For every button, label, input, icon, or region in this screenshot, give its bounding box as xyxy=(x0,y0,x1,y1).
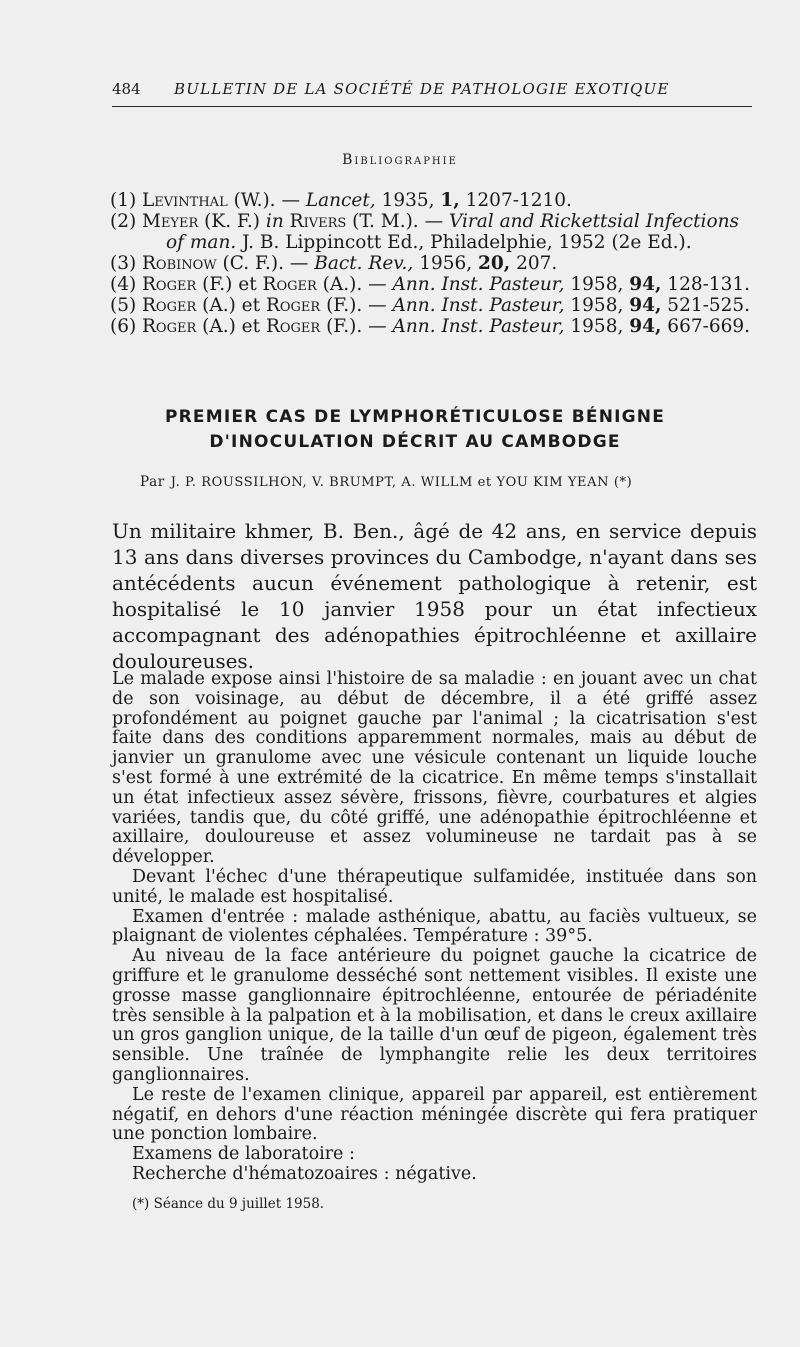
article-title-line: PREMIER CAS DE LYMPHORÉTICULOSE BÉNIGNE xyxy=(164,407,666,427)
reference-number: (3) xyxy=(110,253,137,274)
reference-item xyxy=(110,211,760,253)
reference-journal: Ann. Inst. Pasteur, xyxy=(392,316,565,337)
reference-text: (F.). — xyxy=(320,295,393,316)
reference-author: Rivers xyxy=(289,211,347,232)
reference-in: in xyxy=(265,211,290,232)
reference-author: Roger xyxy=(265,295,321,316)
reference-item xyxy=(110,295,760,316)
reference-text: (W.). — xyxy=(227,190,306,211)
reference-text: J. B. Lippincott Ed., Philadelphie, 1952 (2e Ed.). xyxy=(236,232,692,253)
lead-paragraph: Un militaire khmer, B. Ben., âgé de 42 ans, en service depuis 13 ans dans diverses provinces du Cambodge, n'ayant dans ses antécédents aucun événement pathologique à retenir, est hospitalisé le 10 janvier 1958 pour un état infectieux accompagnant des adénopathies épitrochléenne et axillaire douloureuses. xyxy=(112,519,757,673)
reference-author: Roger xyxy=(265,316,321,337)
reference-item xyxy=(110,190,760,211)
reference-text: (F.). — xyxy=(320,316,393,337)
reference-number: (1) xyxy=(110,190,137,211)
reference-volume: 94, xyxy=(629,274,662,295)
reference-volume: 94, xyxy=(629,316,662,337)
reference-text: (F.) et xyxy=(196,274,263,295)
reference-author: Roger xyxy=(262,274,317,295)
reference-text: (A.). — xyxy=(316,274,393,295)
reference-item xyxy=(110,253,760,274)
reference-book-title: of man. xyxy=(166,232,237,253)
reference-text: (T. M.). — xyxy=(346,211,449,232)
reference-journal: Bact. Rev., xyxy=(314,253,414,274)
reference-author: Levinthal xyxy=(142,190,228,211)
reference-pages: 1207-1210. xyxy=(459,190,572,211)
reference-year: 1958, xyxy=(564,274,630,295)
reference-list xyxy=(110,190,760,337)
footnote: (*) Séance du 9 juillet 1958. xyxy=(132,1196,325,1212)
article-body xyxy=(112,670,757,1185)
body-paragraph: Le reste de l'examen clinique, appareil par appareil, est entièrement négatif, en dehors d'une réaction méningée discrète qui fera pratiquer une ponction lombaire. xyxy=(112,1084,757,1145)
reference-book-title: Viral and Rickettsial Infections xyxy=(448,211,739,232)
reference-journal: Ann. Inst. Pasteur, xyxy=(392,274,565,295)
reference-year: 1958, xyxy=(564,295,630,316)
reference-volume: 94, xyxy=(629,295,662,316)
reference-year: 1956, xyxy=(413,253,479,274)
article-authors xyxy=(140,474,760,490)
reference-item xyxy=(110,316,760,337)
reference-number: (4) xyxy=(110,274,137,295)
reference-pages: 128-131. xyxy=(661,274,751,295)
body-paragraph: Recherche d'hématozoaires : négative. xyxy=(132,1163,477,1184)
bibliography-heading: Bibliographie xyxy=(342,152,458,168)
reference-text: (A.) et xyxy=(196,295,266,316)
reference-author: Meyer xyxy=(142,211,199,232)
running-header xyxy=(112,78,752,107)
reference-number: (6) xyxy=(110,316,137,337)
reference-year: 1958, xyxy=(564,316,630,337)
body-paragraph: Devant l'échec d'une thérapeutique sulfamidée, instituée dans son unité, le malade est hospitalisé. xyxy=(112,866,757,907)
reference-pages: 667-669. xyxy=(661,316,751,337)
reference-author: Robinow xyxy=(142,253,217,274)
body-paragraph: Le malade expose ainsi l'histoire de sa maladie : en jouant avec un chat de son voisinage, au début de décembre, il a été griffé assez profondément au poignet gauche par l'animal ; la cicatrisation s'est faite dans des conditions apparemment normales, mais au début de janvier un granulome avec une vésicule contenant un liquide louche s'est formé à une extrémité de la cicatrice. En même temps s'installait un état infectieux assez sévère, frissons, fièvre, courbatures et algies variées, tandis que, du côté griffé, une adénopathie épitrochléenne et axillaire, douloureuse et assez volumineuse ne tardait pas à se développer. xyxy=(112,669,757,868)
reference-author: Roger xyxy=(142,274,197,295)
reference-pages: 207. xyxy=(510,253,558,274)
reference-text: (K. F.) xyxy=(198,211,266,232)
reference-journal: Ann. Inst. Pasteur, xyxy=(392,295,565,316)
authors-names: J. P. ROUSSILHON, V. BRUMPT, A. WILLM et YOU KIM YEAN (*) xyxy=(170,475,633,490)
reference-number: (2) xyxy=(110,211,137,232)
reference-year: 1935, xyxy=(375,190,441,211)
reference-text: (C. F.). — xyxy=(216,253,315,274)
reference-author: Roger xyxy=(142,295,197,316)
authors-prefix: Par xyxy=(140,474,165,490)
reference-text: (A.) et xyxy=(196,316,266,337)
body-paragraph: Au niveau de la face antérieure du poignet gauche la cicatrice de griffure et le granulome desséché sont nettement visibles. Il existe une grosse masse ganglionnaire épitrochléenne, entourée de périadénite très sensible à la palpation et à la mobilisation, et dans le creux axillaire un gros ganglion unique, de la taille d'un œuf de pigeon, également très sensible. Une traînée de lymphangite relie les deux territoires ganglionnaires. xyxy=(112,946,757,1085)
reference-continuation xyxy=(142,232,760,253)
body-paragraph: Examens de laboratoire : xyxy=(132,1144,355,1165)
reference-journal: Lancet, xyxy=(305,190,376,211)
journal-title: BULLETIN DE LA SOCIÉTÉ DE PATHOLOGIE EXOTIQUE xyxy=(174,80,670,98)
body-paragraph: Examen d'entrée : malade asthénique, abattu, au faciès vultueux, se plaignant de violentes céphalées. Température : 39°5. xyxy=(112,906,757,947)
reference-number: (5) xyxy=(110,295,137,316)
page-number: 484 xyxy=(112,80,141,98)
reference-item xyxy=(110,274,760,295)
reference-author: Roger xyxy=(142,316,197,337)
reference-volume: 1, xyxy=(440,190,460,211)
article-title xyxy=(100,405,730,455)
reference-pages: 521-525. xyxy=(661,295,751,316)
article-title-line: D'INOCULATION DÉCRIT AU CAMBODGE xyxy=(209,432,621,452)
reference-volume: 20, xyxy=(478,253,511,274)
